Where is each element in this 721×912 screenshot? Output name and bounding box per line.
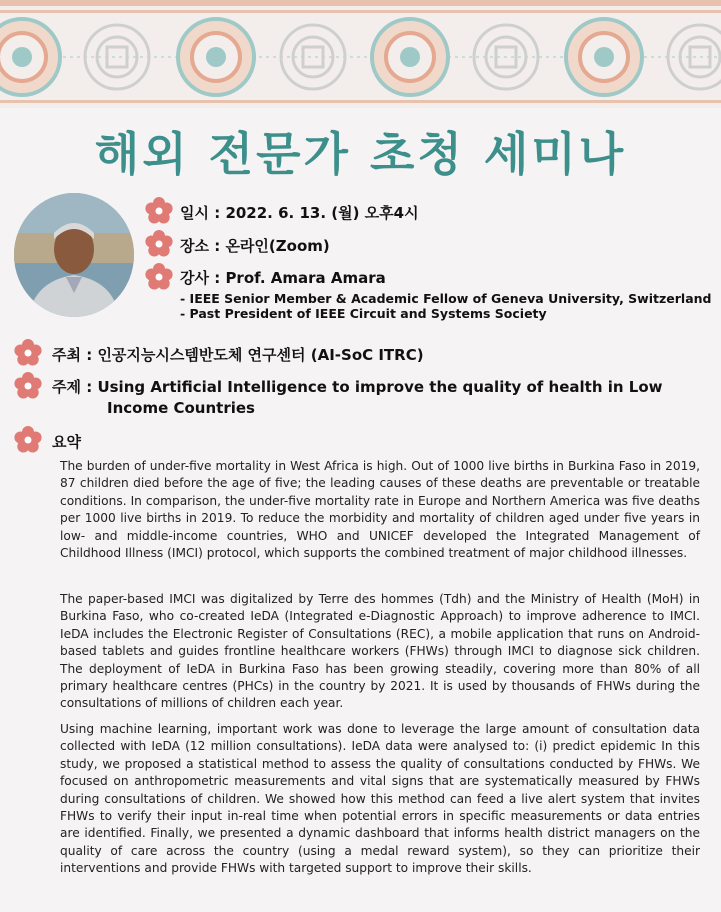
flower-bullet-icon — [145, 263, 173, 291]
topic-value: Using Artificial Intelligence to improve the quality of health in Low — [97, 378, 663, 396]
speaker-affiliation: - Past President of IEEE Circuit and Systems Society — [180, 306, 547, 321]
date-line: 일시 : 2022. 6. 13. (월) 오후4시 — [180, 204, 419, 222]
flower-bullet-icon — [145, 197, 173, 225]
topic-value-continued: Income Countries — [107, 399, 255, 417]
place-line: 장소 : 온라인(Zoom) — [180, 237, 330, 255]
ornament-pattern-icon — [0, 0, 721, 108]
speaker-name: Prof. Amara Amara — [225, 269, 386, 287]
place-label: 장소 — [180, 237, 209, 255]
date-value: 2022. 6. 13. (월) 오후4시 — [225, 204, 419, 222]
flower-bullet-icon — [145, 230, 173, 258]
speaker-affiliation: - IEEE Senior Member & Academic Fellow of Geneva University, Switzerland — [180, 291, 712, 306]
flower-bullet-icon — [14, 372, 42, 400]
abstract-text: The burden of under-five mortality in West Africa is high. Out of 1000 live births in Burkina Faso in 2019, 87 children died before the age of five; the leading causes of these deaths are preventable or treatable conditions. In comparison, the under-five mortality rate in Europe and Northern America was five deaths per 1000 live births in 2019. To reduce the morbidity and mortality of children aged under five years in low- and middle-income countries, WHO and UNICEF developed the Integrated Management of Childhood Illness (IMCI) protocol, which supports the combined treatment of major childhood illnesses. — [60, 459, 700, 561]
flower-bullet-icon — [14, 426, 42, 454]
place-value: 온라인(Zoom) — [225, 237, 330, 255]
host-line: 주최 : 인공지능시스템반도체 연구센터 (AI-SoC ITRC) — [52, 346, 424, 364]
abstract-paragraph-1 — [60, 458, 700, 562]
flower-bullet-icon — [14, 339, 42, 367]
abstract-paragraph-2 — [60, 591, 700, 713]
topic-line: 주제 : Using Artificial Intelligence to improve the quality of health in Low — [52, 378, 663, 396]
abstract-text: Using machine learning, important work was done to leverage the large amount of consultation data collected with IeDA (12 million consultations). IeDA data were analysed to: (i) predict epidemic In this study, we proposed a statistical method to assess the quality of consultations conducted by FHWs. We focused on anthropometric measurements and vital signs that are systematically measured by FHWs during consultations of children. We showed how this method can feed a live alert system that invites FHWs to verify their input in-real time when potential errors in specific measurements or data entries are identified. Finally, we presented a dynamic dashboard that informs health district managers on the quality of care across the country (using a medal reward system), so they can prioritize their interventions and provide FHWs with targeted support to improve their skills. — [60, 722, 700, 876]
abstract-label: 요약 — [52, 433, 81, 451]
speaker-label: 강사 — [180, 269, 209, 287]
date-label: 일시 — [180, 204, 209, 222]
decorative-banner — [0, 0, 721, 108]
abstract-text: The paper-based IMCI was digitalized by Terre des hommes (Tdh) and the Ministry of Health (MoH) in Burkina Faso, who co-created IeDA (Integrated e-Diagnostic Approach) to improve adherence to IMCI. IeDA includes the Electronic Register of Consultations (REC), a mobile application that runs on Android-based tablets and guides frontline healthcare workers (FHWs) through IMCI to diagnose sick children. The deployment of IeDA in Burkina Faso has been growing steadily, covering more than 80% of all primary healthcare centres (PHCs) in the country by 2021. It is used by thousands of FHWs during the consultations of millions of children each year. — [60, 592, 700, 711]
host-value: 인공지능시스템반도체 연구센터 (AI-SoC ITRC) — [97, 346, 424, 364]
host-label: 주최 — [52, 346, 81, 364]
abstract-paragraph-3 — [60, 721, 700, 878]
topic-label: 주제 — [52, 378, 81, 396]
page-title: 해외 전문가 초청 세미나 — [94, 127, 627, 181]
speaker-line: 강사 : Prof. Amara Amara — [180, 269, 386, 287]
speaker-photo — [14, 193, 134, 317]
